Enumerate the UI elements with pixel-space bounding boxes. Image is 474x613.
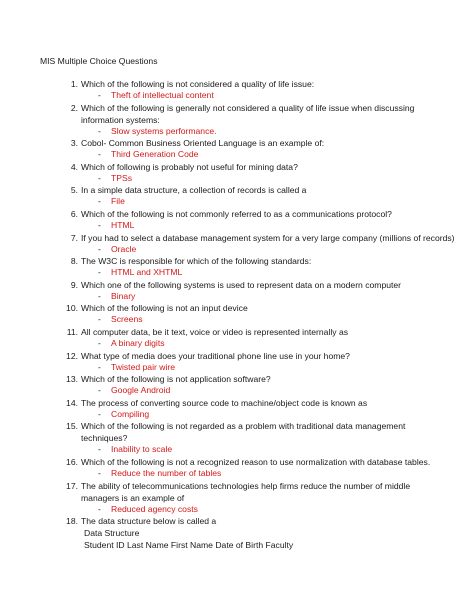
question-item [0, 350, 474, 362]
answer-line [0, 90, 474, 102]
question-item [0, 397, 474, 409]
question-number: 2. [70, 102, 78, 113]
answer-text: Twisted pair wire [111, 361, 175, 372]
question-item [0, 137, 474, 149]
question-text: Which of the following is not considered a quality of life issue: [81, 79, 315, 89]
question-text: Which of the following is not application software? [81, 374, 271, 385]
answer-line [0, 244, 474, 256]
question-text: In a simple data structure, a collection of records is called a [81, 185, 307, 196]
answer-line [0, 444, 474, 456]
question-text: Which of the following is not commonly referred to as a communications protocol? [81, 208, 392, 219]
question-number: 3. [70, 138, 78, 149]
answer-text: HTML [111, 219, 135, 230]
question-item [0, 255, 474, 267]
question-item [0, 102, 474, 126]
question-number: 9. [70, 279, 78, 290]
question-number: 17. [66, 480, 78, 491]
answer-bullet: - [98, 408, 101, 419]
question-text: Which of the following is not a recognized reason to use normalization with database tables. [81, 456, 431, 467]
answer-line [0, 173, 474, 185]
answer-line [0, 385, 474, 397]
answer-bullet: - [98, 361, 101, 372]
answer-text: Inability to scale [111, 444, 173, 455]
question-text: What type of media does your traditional phone line use in your home? [81, 350, 350, 361]
question-text: The W3C is responsible for which of the following standards: [81, 256, 312, 267]
question-text: Which of following is probably not useful for mining data? [81, 161, 298, 172]
answer-text: TPSs [111, 172, 133, 183]
question-text: If you had to select a database management system for a very large company (millions of records) [81, 232, 455, 243]
question-text: All computer data, be it text, voice or video is represented internally as [81, 326, 349, 337]
answer-bullet: - [98, 385, 101, 396]
question-item [0, 184, 474, 196]
question-text: Cobol- Common Business Oriented Language is an example of: [81, 138, 325, 149]
question-number: 12. [66, 350, 78, 361]
question-item [0, 373, 474, 385]
question-item [0, 279, 474, 291]
question-item [0, 232, 474, 244]
answer-line [0, 468, 474, 480]
answer-line [0, 220, 474, 232]
question-number: 18. [66, 516, 78, 527]
question-item [0, 302, 474, 314]
question-list [0, 78, 474, 551]
answer-text: Third Generation Code [111, 149, 199, 160]
answer-line [0, 149, 474, 161]
answer-text: Binary [111, 290, 136, 301]
question-number: 11. [66, 326, 78, 337]
question-number: 4. [70, 161, 78, 172]
answer-text: Slow systems performance. [111, 125, 217, 136]
answer-text: Reduce the number of tables [111, 467, 222, 478]
answer-line [0, 196, 474, 208]
question-text: The data structure below is called a [81, 516, 217, 527]
question-item [0, 326, 474, 338]
question-number: 1. [70, 79, 78, 89]
answer-line [0, 409, 474, 421]
answer-line [0, 314, 474, 326]
question-text: The ability of telecommunications technologies help firms reduce the number of middle managers is an example of [81, 480, 411, 503]
answer-text: Google Android [111, 385, 171, 396]
answer-bullet: - [98, 503, 101, 514]
question-number: 13. [66, 374, 78, 385]
question-number: 10. [66, 303, 78, 314]
question-text: The process of converting source code to machine/object code is known as [81, 397, 368, 408]
answer-bullet: - [98, 90, 101, 100]
data-structure-fields: Student ID Last Name First Name Date of Birth Faculty [84, 540, 294, 551]
answer-text: Reduced agency costs [111, 503, 198, 514]
answer-text: Compiling [111, 408, 150, 419]
answer-text: A binary digits [111, 337, 165, 348]
question-text: Which one of the following systems is used to represent data on a modern computer [81, 279, 402, 290]
question-item [0, 456, 474, 468]
question-text: Which of the following is not an input device [81, 303, 248, 314]
answer-bullet: - [98, 314, 101, 325]
question-item [0, 420, 474, 444]
question-item [0, 78, 474, 90]
question-item [0, 161, 474, 173]
answer-bullet: - [98, 125, 101, 136]
answer-bullet: - [98, 337, 101, 348]
answer-text: Oracle [111, 243, 137, 254]
answer-bullet: - [98, 196, 101, 207]
answer-bullet: - [98, 267, 101, 278]
question-text: Which of the following is not regarded as a problem with traditional data management techniques? [81, 421, 406, 444]
question-number: 8. [70, 256, 78, 267]
answer-line [0, 362, 474, 374]
answer-text: File [111, 196, 125, 207]
document-title: MIS Multiple Choice Questions [40, 56, 158, 66]
question-number: 6. [70, 208, 78, 219]
question-number: 7. [70, 232, 78, 243]
question-item [0, 208, 474, 220]
answer-bullet: - [98, 219, 101, 230]
answer-line [0, 504, 474, 516]
question-item [0, 480, 474, 504]
question-number: 14. [66, 397, 78, 408]
answer-bullet: - [98, 290, 101, 301]
answer-bullet: - [98, 149, 101, 160]
answer-bullet: - [98, 467, 101, 478]
answer-line [0, 338, 474, 350]
data-structure-heading: Data Structure [84, 528, 140, 539]
question-number: 5. [70, 185, 78, 196]
answer-bullet: - [98, 243, 101, 254]
answer-line [0, 126, 474, 138]
answer-line [0, 267, 474, 279]
answer-text: HTML and XHTML [111, 267, 183, 278]
question-number: 16. [66, 456, 78, 467]
question-text: Which of the following is generally not considered a quality of life issue when discussing information systems: [81, 102, 415, 125]
question-number: 15. [66, 421, 78, 432]
question-item [0, 515, 474, 527]
answer-text: Theft of intellectual content [111, 90, 214, 100]
answer-line [0, 291, 474, 303]
answer-text: Screens [111, 314, 143, 325]
answer-bullet: - [98, 172, 101, 183]
answer-bullet: - [98, 444, 101, 455]
